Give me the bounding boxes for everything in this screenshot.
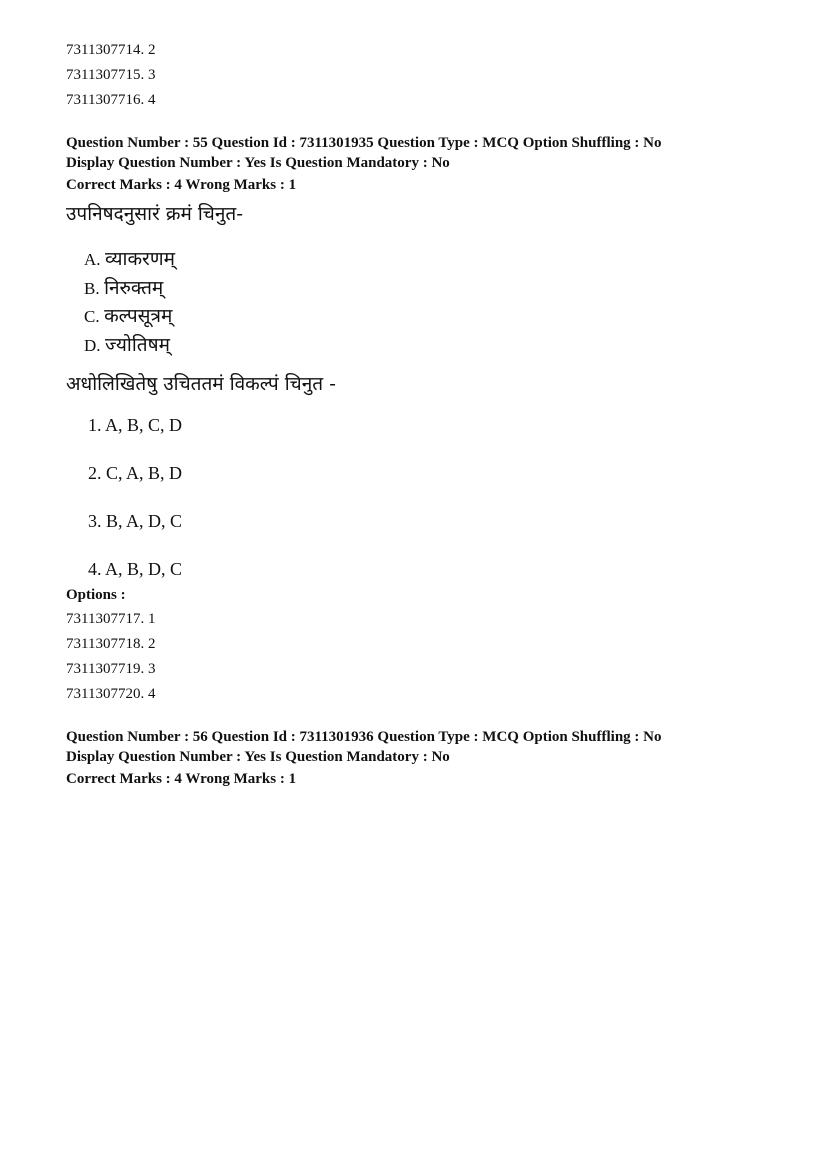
statement-d bbox=[84, 331, 766, 360]
answer-choice: 1. A, B, C, D bbox=[88, 415, 183, 435]
answer-choices bbox=[88, 413, 766, 583]
statement-a bbox=[84, 245, 766, 274]
statement-b bbox=[84, 274, 766, 303]
options-label: Options : bbox=[66, 587, 126, 603]
question-instruction: अधोलिखितेषु उचिततमं विकल्पं चिनुत - bbox=[66, 373, 337, 395]
question-marks-line: Correct Marks : 4 Wrong Marks : 1 bbox=[66, 771, 297, 787]
statement-label: D. bbox=[84, 335, 101, 355]
answer-choice: 3. B, A, D, C bbox=[88, 511, 183, 531]
statement-text: निरुक्तम् bbox=[104, 276, 164, 299]
option-line: 7311307718. 2 bbox=[66, 636, 156, 652]
statement-text: ज्योतिषम् bbox=[105, 333, 170, 356]
question-meta-line-1: Question Number : 56 Question Id : 7311301936 Question Type : MCQ Option Shuffling : No bbox=[66, 729, 662, 745]
document-page bbox=[66, 38, 766, 789]
option-line: 7311307719. 3 bbox=[66, 661, 156, 677]
question-marks-line: Correct Marks : 4 Wrong Marks : 1 bbox=[66, 177, 297, 193]
answer-choice: 2. C, A, B, D bbox=[88, 463, 183, 483]
question-55 bbox=[66, 133, 766, 707]
statement-label: A. bbox=[84, 250, 101, 269]
question-meta-line-1: Question Number : 55 Question Id : 7311301935 Question Type : MCQ Option Shuffling : No bbox=[66, 135, 662, 151]
statement-label: C. bbox=[84, 307, 100, 326]
previous-options-list bbox=[66, 38, 766, 113]
statement-c bbox=[84, 302, 766, 331]
question-meta-line-2: Display Question Number : Yes Is Question Mandatory : No bbox=[66, 155, 450, 171]
options-list bbox=[66, 607, 766, 707]
option-line: 7311307715. 3 bbox=[66, 67, 156, 83]
statement-text: व्याकरणम् bbox=[105, 248, 175, 270]
option-line: 7311307714. 2 bbox=[66, 42, 156, 58]
statement-text: कल्पसूत्रम् bbox=[104, 305, 173, 327]
statement-label: B. bbox=[84, 278, 100, 298]
question-stem: उपनिषदनुसारं क्रमं चिनुत- bbox=[66, 203, 244, 225]
answer-choice: 4. A, B, D, C bbox=[88, 559, 183, 579]
question-56 bbox=[66, 727, 766, 789]
question-meta-line-2: Display Question Number : Yes Is Question Mandatory : No bbox=[66, 749, 450, 765]
option-line: 7311307716. 4 bbox=[66, 92, 156, 108]
option-line: 7311307720. 4 bbox=[66, 686, 156, 702]
option-line: 7311307717. 1 bbox=[66, 611, 156, 627]
statement-list bbox=[84, 245, 766, 359]
